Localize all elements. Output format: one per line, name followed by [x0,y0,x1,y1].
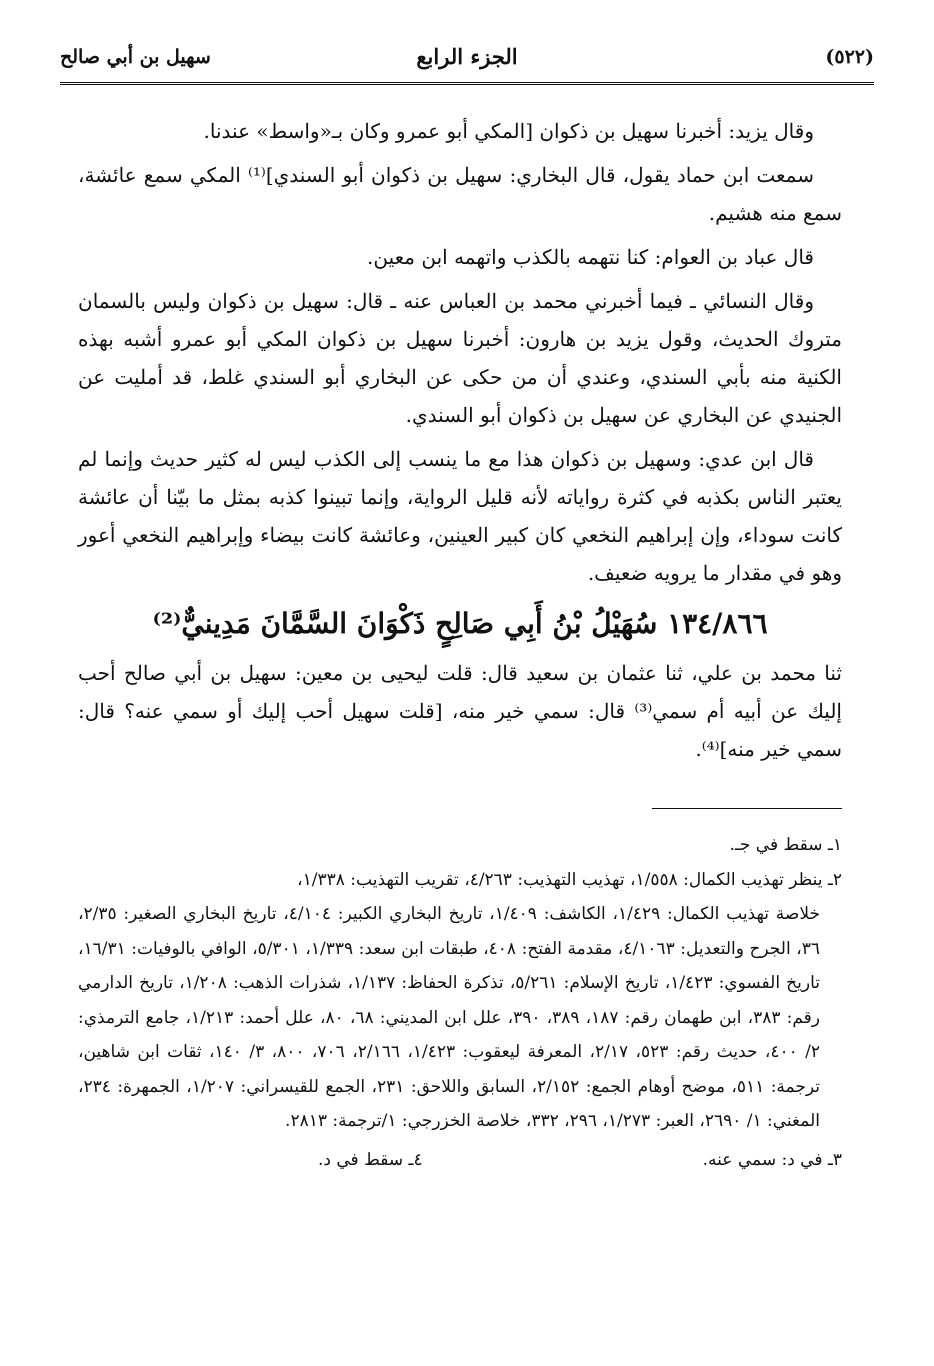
paragraph-4: وقال النسائي ـ فيما أخبرني محمد بن العباس عنه ـ قال: سهيل بن ذكوان وليس بالسمان متروك الحديث، وقول يزيد بن هارون: أخبرنا سهيل بن ذكوان المكي أبو عمرو أشبه بهذه الكنية منه بأبي السندي، وعندي أن من حكى عن البخاري أبو السندي غلط، قد أمليت عن الجنيدي عن البخاري عن سهيل بن ذكوان أبو السندي. [78,289,842,427]
entry-paragraph: ثنا محمد بن علي، ثنا عثمان بن سعيد قال: قلت ليحيى بن معين: سهيل بن أبي صالح أحب إليك عن أبيه أم سمي⁽³⁾ قال: سمي خير منه، [قلت سهيل أحب إليك أو سمي عنه؟ قال: سمي خير منه]⁽⁴⁾. [78,661,842,761]
footnote-3: ٣ـ في د: سمي عنه. [702,1149,842,1170]
entry-heading: ١٣٤/٨٦٦ سُهَيْلُ بْنُ أَبِي صَالِحٍ ذَكْوَانَ السَّمَّانَ مَدِينيٌّ⁽²⁾ [152,607,768,640]
footnote-2-head: ٢ـ ينظر تهذيب الكمال: ١/٥٥٨، تهذيب التهذيب: ٤/٢٦٣، تقريب التهذيب: ١/٣٣٨، [297,869,842,890]
footnote-1: ١ـ سقط في جـ. [729,835,842,855]
footnote-2 [78,863,842,1139]
paragraph-3: قال عباد بن العوام: كنا نتهمه بالكذب واتهمه ابن معين. [367,245,814,269]
footnotes [78,828,842,1177]
running-title: سهيل بن أبي صالح [60,46,211,68]
footnote-2-body: خلاصة تهذيب الكمال: ١/٤٢٩، الكاشف: ١/٤٠٩، تاريخ البخاري الكبير: ٤/١٠٤، تاريخ البخاري الصغير: ٢/٣٥، ٣٦، الجرح والتعديل: ٤/١٠٦٣، مقدمة الفتح: ٤٠٨، طبقات ابن سعد: ١/٣٣٩، ٥/٣٠١، الوافي بالوفيات: ١٦/٣١، تاريخ الفسوي: ١/٤٢٣، تاريخ الإسلام: ٥/٢٦١، تذكرة الحفاظ: ١/١٣٧، شذرات الذهب: ١/٢٠٨، تاريخ الدارمي رقم: ٣٨٣، ابن طهمان رقم: ١٨٧، ٣٨٩، ٣٩٠، علل ابن المديني: ٦٨، ٨٠، علل أحمد: ١/٢١٣، جامع الترمذي: ٢/ ٤٠٠، حديث رقم: ٥٢٣، ٢/١٧، المعرفة ليعقوب: ١/٤٢٣، ٢/١٦٦، ٧٠٦، ٨٠٠، ٣/ ١٤٠، ثقات ابن شاهين، ترجمة: ٥١١، موضح أوهام الجمع: ٢/١٥٢، السابق واللاحق: ٢٣١، الجمع للقيسراني: ١/٢٠٧، الجمهرة: ٢٣٤، المغني: ١/ ٢٦٩٠، العبر: ١/٢٧٣، ٢٩٦، ٣٣٢، خلاصة الخزرجي: ١/ترجمة: ٢٨١٣. [78,904,821,1131]
page-number: (٥٢٢) [825,46,874,68]
page-header [60,42,874,78]
main-text [78,112,842,774]
paragraph-2: سمعت ابن حماد يقول، قال البخاري: سهيل بن ذكوان أبو السندي]⁽¹⁾ المكي سمع عائشة، سمع منه هشيم. [78,163,842,225]
header-rule [60,82,874,85]
volume-title: الجزء الرابع [416,44,518,69]
footnotes-3-4 [78,1143,842,1177]
footnote-separator [652,808,842,809]
paragraph-5: قال ابن عدي: وسهيل بن ذكوان هذا مع ما ينسب إلى الكذب ليس له كثير حديث وإنما لم يعتبر الناس بكذبه في كثرة رواياته لأنه قليل الرواية، وإنما تبينوا كذبه بمثل ما بيّنا أن عائشة كانت سوداء، وإن إبراهيم النخعي كان كبير العينين، وعائشة كانت بيضاء وإبراهيم النخعي أعور وهو في مقدار ما يرويه ضعيف. [78,447,842,585]
paragraph-1: وقال يزيد: أخبرنا سهيل بن ذكوان [المكي أبو عمرو وكان بـ«واسط» عندنا. [203,119,814,143]
footnote-4: ٤ـ سقط في د. [318,1149,423,1170]
